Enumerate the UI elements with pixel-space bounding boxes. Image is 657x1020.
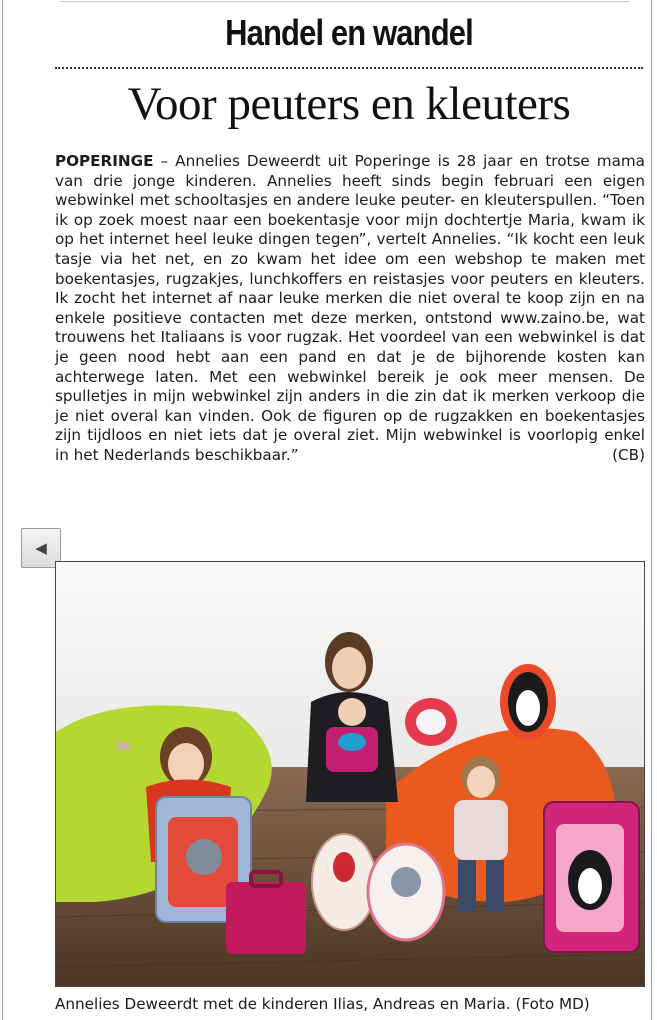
photo-caption: Annelies Deweerdt met de kinderen Ilias, Andreas en Maria. (Foto MD) — [55, 995, 590, 1013]
article-body — [55, 152, 645, 466]
article-dateline: POPERINGE — [55, 152, 154, 170]
page-border-left — [2, 0, 3, 1020]
triangle-left-icon: ◀ — [35, 539, 47, 557]
dotted-divider — [55, 67, 643, 69]
article-text: – Annelies Deweerdt uit Poperinge is 28 jaar en trotse mama van drie jonge kinderen. Annelies heeft sinds begin februari een eigen webwinkel met schooltasjes en andere leuke peuter- en kleuterspullen. “Toen ik op zoek moest naar een boekentasje voor mijn dochtertje Maria, kwam ik op het internet heel leuke dingen tegen”, vertelt Annelies. “Ik kocht een leuk tasje via het net, en zo kwam het idee om een webshop te maken met boekentasjes, rugzakjes, lunchkoffers en reistasjes voor peuters en kleuters. Ik zocht het internet af naar leuke merken die niet overal te koop zijn en na enkele positieve contacten met deze merken, ontstond www.zaino.be, wat trouwens het Italiaans is voor rugzak. Het voordeel van een webwinkel is dat je geen nood hebt aan een pand en dat je de bijhorende kosten kan achterwege laten. Met een webwinkel bereik je ook meer mensen. De spulletjes in mijn webwinkel zijn anders in die zin dat ik merken verkoop die je niet overal kan vinden. Ook de figuren op de rugzakken en boekentasjes zijn tijdloos en niet iets dat je overal ziet. Mijn webwinkel is voorlopig enkel in het Nederlands beschikbaar.” — [55, 152, 645, 464]
page-border-right — [651, 0, 652, 1020]
section-title: Handel en wandel — [225, 12, 473, 53]
article-photo — [55, 561, 645, 987]
photo-illustration — [56, 562, 644, 986]
page-border-top — [60, 1, 630, 2]
article-credit: (CB) — [612, 445, 645, 464]
article-headline: Voor peuters en kleuters — [127, 78, 571, 130]
